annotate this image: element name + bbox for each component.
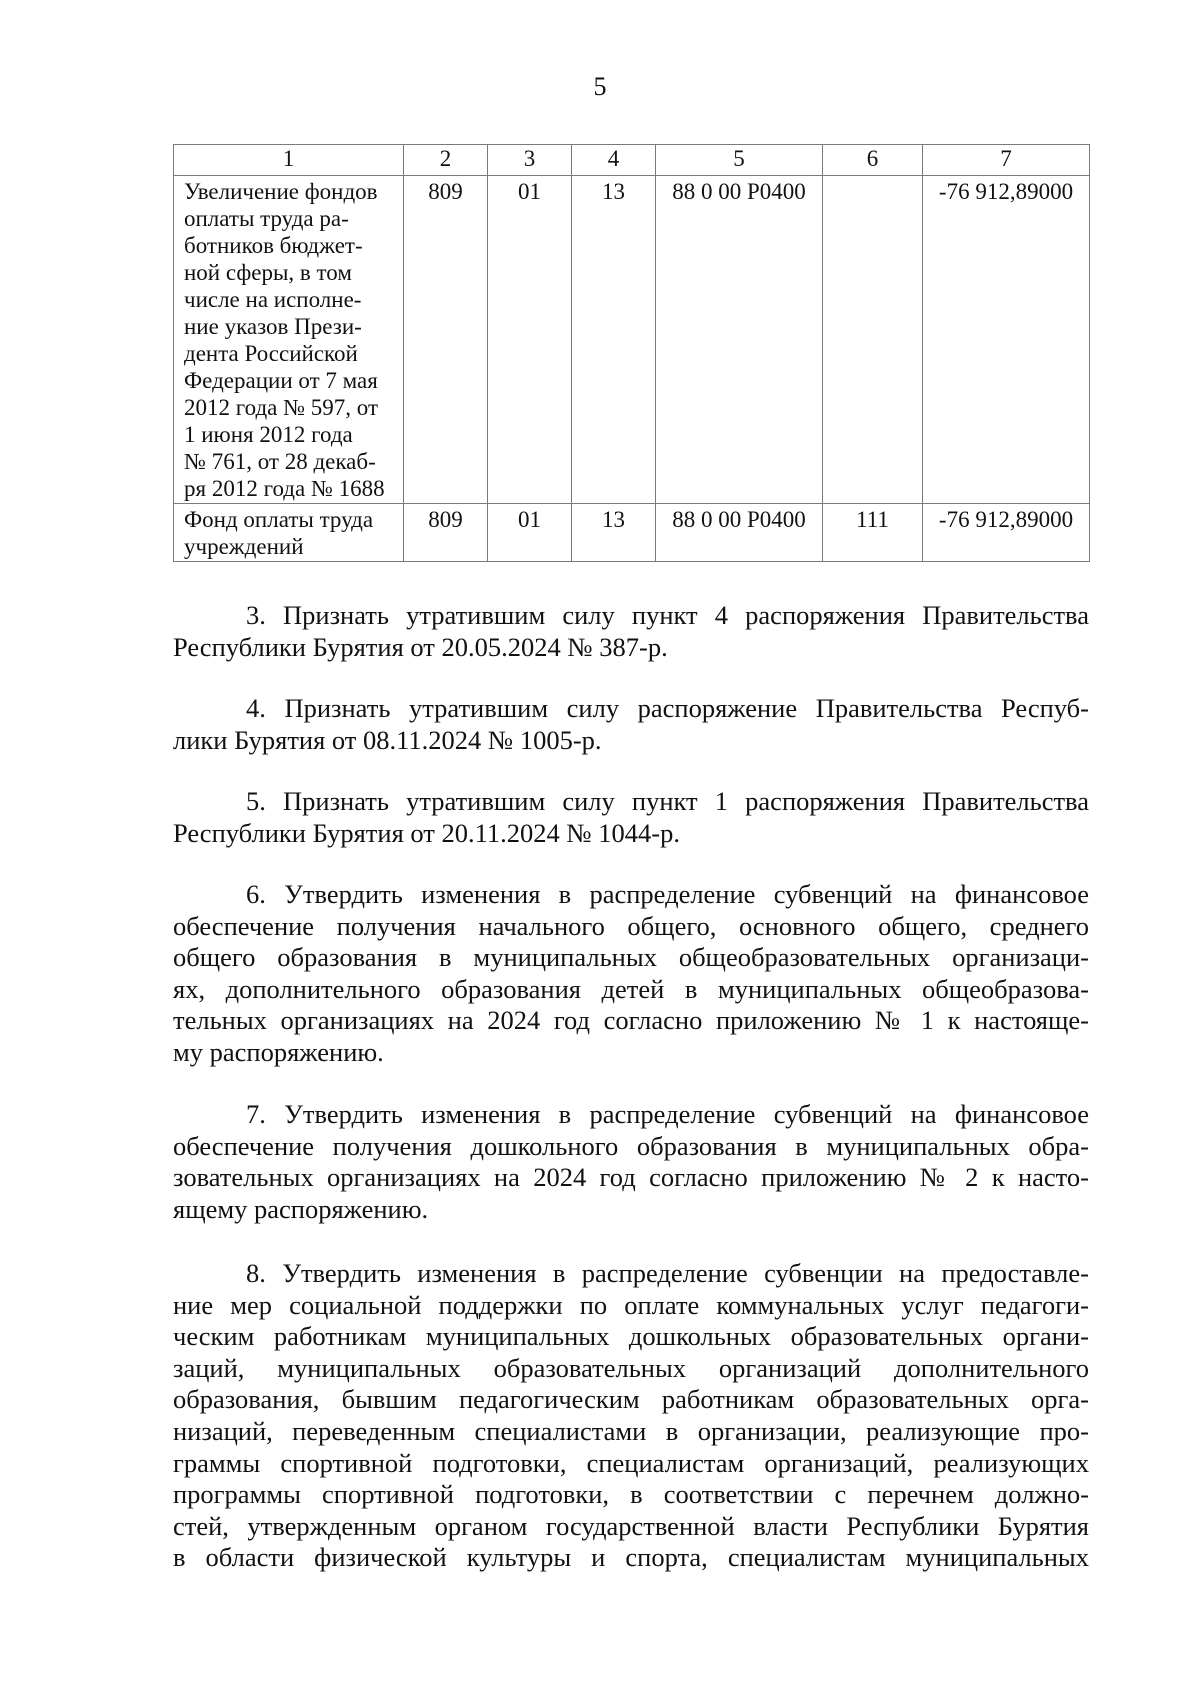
- cell-line: Фонд оплаты труда: [184, 507, 374, 532]
- table-row: [174, 176, 1090, 504]
- subsection-code-cell: 13: [572, 504, 656, 562]
- column-header: 3: [488, 145, 572, 176]
- paragraph-line: 6. Утвердить изменения в распределение субвенций на финансовое: [246, 879, 1089, 909]
- amount-cell: -76 912,89000: [923, 176, 1090, 504]
- expense-type-cell: [823, 176, 923, 504]
- paragraph-line: 3. Признать утратившим силу пункт 4 распоряжения Правительства: [246, 600, 1089, 630]
- amount-cell: -76 912,89000: [923, 504, 1090, 562]
- column-header: 7: [923, 145, 1090, 176]
- column-header: 4: [572, 145, 656, 176]
- subsection-code-cell: 13: [572, 176, 656, 504]
- ministry-code-cell: 809: [404, 504, 488, 562]
- column-header: 5: [656, 145, 823, 176]
- column-header: 2: [404, 145, 488, 176]
- paragraph-line: лики Бурятия от 08.11.2024 № 1005-р.: [173, 724, 602, 755]
- row-name-cell: [174, 176, 404, 504]
- paragraph-line: 8. Утвердить изменения в распределение субвенции на предоставле-: [246, 1258, 1089, 1288]
- paragraph-line: тельных организациях на 2024 год согласно приложению № 1 к настояще-: [173, 1005, 1089, 1036]
- paragraph-line: стей, утвержденным органом государственной власти Республики Бурятия: [173, 1510, 1089, 1541]
- paragraph-line: граммы спортивной подготовки, специалистам организаций, реализующих: [173, 1447, 1089, 1478]
- row-name-cell: [174, 504, 404, 562]
- paragraph-line: заций, муниципальных образовательных организаций дополнительного: [173, 1352, 1089, 1383]
- cell-line: ние указов Прези-: [184, 314, 362, 339]
- cell-line: ря 2012 года № 1688: [184, 476, 385, 501]
- paragraph-7: [173, 1099, 1089, 1225]
- table-row: [174, 504, 1090, 562]
- paragraph-8: [173, 1258, 1089, 1574]
- cell-line: числе на исполне-: [184, 287, 362, 312]
- paragraph-line: му распоряжению.: [173, 1036, 384, 1067]
- paragraph-line: ях, дополнительного образования детей в муниципальных общеобразова-: [173, 973, 1089, 1004]
- cell-line: Федерации от 7 мая: [184, 368, 378, 393]
- cell-line: 2012 года № 597, от: [184, 395, 379, 420]
- paragraph-line: ческим работникам муниципальных дошкольных образовательных органи-: [173, 1321, 1089, 1352]
- paragraph-line: Республики Бурятия от 20.11.2024 № 1044-р.: [173, 817, 680, 848]
- paragraph-line: обеспечение получения начального общего, основного общего, среднего: [173, 910, 1089, 941]
- paragraph-line: общего образования в муниципальных общеобразовательных организаци-: [173, 942, 1089, 973]
- paragraph-6: [173, 879, 1089, 1069]
- expense-type-cell: 111: [823, 504, 923, 562]
- section-code-cell: 01: [488, 176, 572, 504]
- target-article-cell: 88 0 00 P0400: [656, 176, 823, 504]
- paragraph-line: ние мер социальной поддержки по оплате коммунальных услуг педагоги-: [173, 1289, 1089, 1320]
- section-code-cell: 01: [488, 504, 572, 562]
- paragraph-line: 7. Утвердить изменения в распределение субвенций на финансовое: [246, 1099, 1089, 1129]
- cell-line: ной сферы, в том: [184, 260, 352, 285]
- cell-line: оплаты труда ра-: [184, 206, 349, 231]
- cell-line: ботников бюджет-: [184, 233, 363, 258]
- paragraph-line: программы спортивной подготовки, в соответствии с перечнем должно-: [173, 1479, 1089, 1510]
- paragraph-line: в области физической культуры и спорта, специалистам муниципальных: [173, 1542, 1089, 1573]
- cell-line: 1 июня 2012 года: [184, 422, 353, 447]
- paragraph-line: обеспечение получения дошкольного образования в муниципальных обра-: [173, 1130, 1089, 1161]
- target-article-cell: 88 0 00 P0400: [656, 504, 823, 562]
- table-header-row: [174, 145, 1090, 176]
- paragraph-3: [173, 600, 1089, 663]
- paragraph-5: [173, 786, 1089, 849]
- page-number: 5: [593, 72, 607, 101]
- column-header: 1: [174, 145, 404, 176]
- paragraph-line: ящему распоряжению.: [173, 1193, 429, 1224]
- cell-line: № 761, от 28 декаб-: [184, 449, 376, 474]
- paragraph-line: образования, бывшим педагогическим работникам образовательных орга-: [173, 1384, 1089, 1415]
- paragraph-4: [173, 693, 1089, 756]
- cell-line: Увеличение фондов: [184, 179, 378, 204]
- paragraph-line: низаций, переведенным специалистами в организации, реализующие про-: [173, 1415, 1089, 1446]
- budget-table: [173, 144, 1090, 562]
- cell-line: дента Российской: [184, 341, 358, 366]
- ministry-code-cell: 809: [404, 176, 488, 504]
- column-header: 6: [823, 145, 923, 176]
- paragraph-line: 4. Признать утратившим силу распоряжение Правительства Респуб-: [246, 693, 1089, 723]
- paragraph-line: Республики Бурятия от 20.05.2024 № 387-р.: [173, 631, 668, 662]
- cell-line: учреждений: [184, 534, 304, 559]
- paragraph-line: зовательных организациях на 2024 год согласно приложению № 2 к насто-: [173, 1162, 1089, 1193]
- paragraph-line: 5. Признать утратившим силу пункт 1 распоряжения Правительства: [246, 786, 1089, 816]
